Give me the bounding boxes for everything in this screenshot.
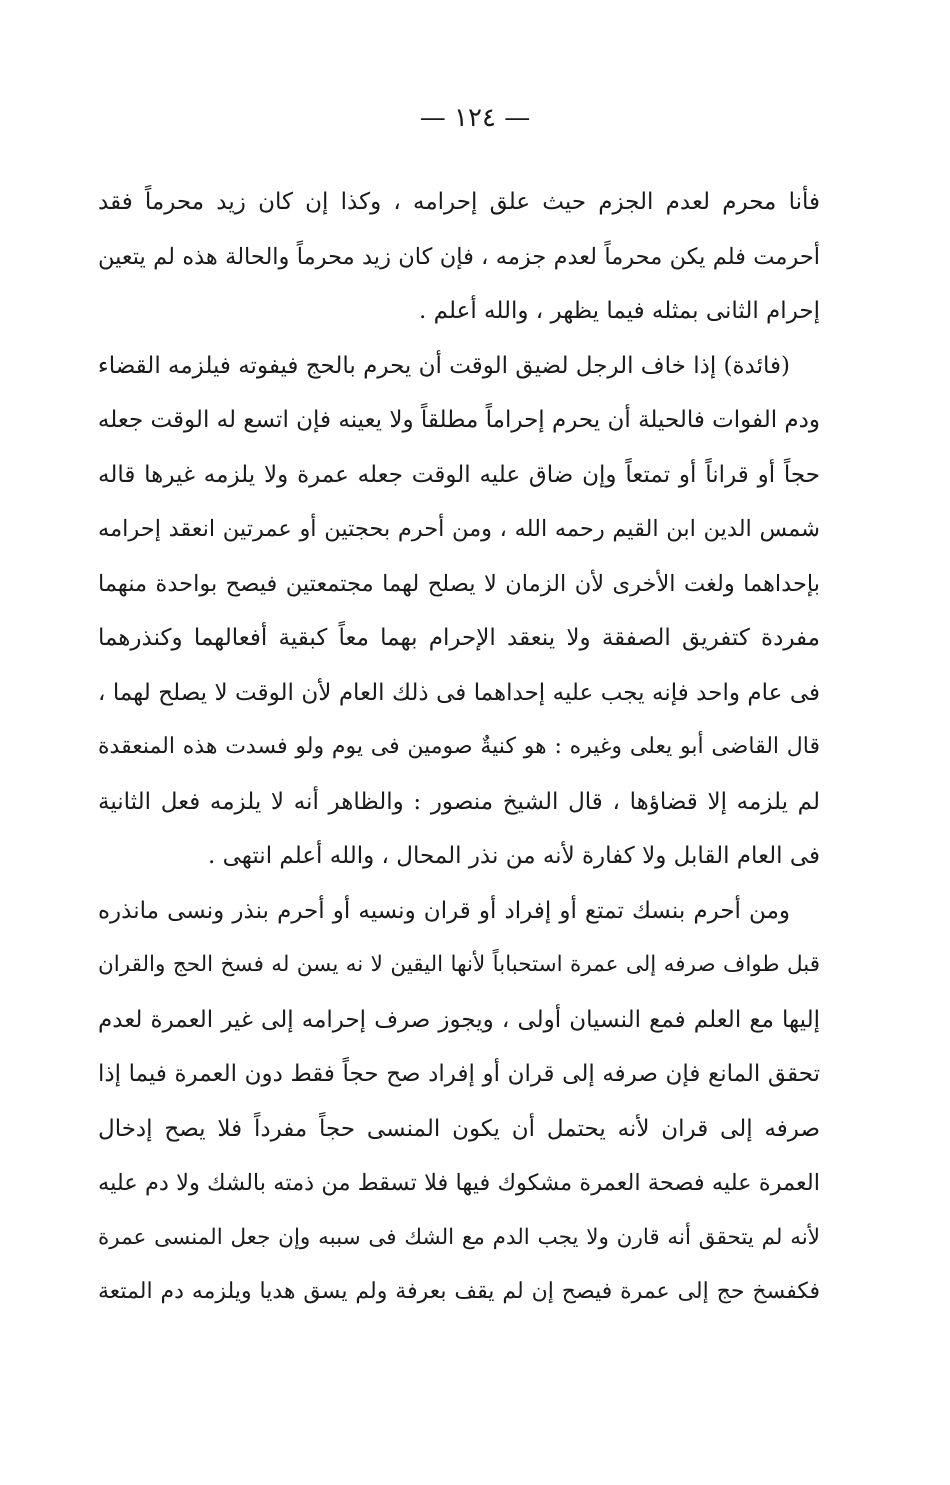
text-line: قال القاضى أبو يعلى وغيره : هو كنيةٌ صومين فى يوم ولو فسدت هذه المنعقدة — [98, 734, 820, 759]
body-text — [98, 175, 820, 1320]
text-line: ودم الفوات فالحيلة أن يحرم إحراماً مطلقاً ولا يعينه فإن اتسع له الوقت جعله — [98, 407, 820, 433]
text-line: صرفه إلى قران لأنه يحتمل أن يكون المنسى حجاً مفرداً فلا يصح إدخال — [98, 1115, 820, 1142]
text-line: لأنه لم يتحقق أنه قارن ولا يجب الدم مع الشك فى سببه وإن جعل المنسى عمرة — [98, 1224, 820, 1250]
text-line: تحقق المانع فإن صرفه إلى قران أو إفراد صح حجاً فقط دون العمرة فيما إذا — [98, 1061, 820, 1087]
text-line: مفردة كتفريق الصفقة ولا ينعقد الإحرام بهما معاً كبقية أفعالهما وكنذرهما — [98, 625, 820, 651]
text-line: أحرمت فلم يكن محرماً لعدم جزمه ، فإن كان زيد محرماً والحالة هذه لم يتعين — [98, 243, 820, 270]
paragraph-end-line: إحرام الثانى بمثله فيما يظهر ، والله أعلم . — [419, 298, 820, 324]
text-line: لم يلزمه إلا قضاؤها ، قال الشيخ منصور : والظاهر أنه لا يلزمه فعل الثانية — [98, 788, 820, 815]
paragraph-end-line: فى العام القابل ولا كفارة لأنه من نذر المحال ، والله أعلم انتهى . — [207, 843, 820, 869]
text-line: فى عام واحد فإنه يجب عليه إحداهما فى ذلك العام لأن الوقت لا يصلح لهما ، — [98, 679, 820, 706]
text-line: بإحداهما ولغت الأخرى لأن الزمان لا يصلح لهما مجتمعتين فيصح بواحدة منهما — [98, 570, 820, 597]
text-line: العمرة عليه فصحة العمرة مشكوك فيها فلا تسقط من ذمته بالشك ولا دم عليه — [98, 1170, 820, 1196]
page-number: — ١٢٤ — — [419, 103, 531, 133]
text-line: إليها مع العلم فمع النسيان أولى ، ويجوز صرف إحرامه إلى غير العمرة لعدم — [98, 1006, 820, 1033]
text-line: قبل طواف صرفه إلى عمرة استحباباً لأنها اليقين لا نه يسن له فسخ الحج والقران — [98, 952, 820, 977]
text-line: شمس الدين ابن القيم رحمه الله ، ومن أحرم بحجتين أو عمرتين انعقد إحرامه — [98, 516, 820, 542]
text-line: فكفسخ حج إلى عمرة فيصح إن لم يقف بعرفة ولم يسق هديا ويلزمه دم المتعة — [98, 1279, 820, 1304]
paragraph-start-line: (فائدة) إذا خاف الرجل لضيق الوقت أن يحرم بالحج فيفوته فيلزمه القضاء — [98, 352, 790, 379]
text-line: حجاً أو قراناً أو تمتعاً وإن ضاق عليه الوقت جعله عمرة ولا يلزمه غيرها قاله — [98, 461, 820, 488]
text-line: فأنا محرم لعدم الجزم حيث علق إحرامه ، وكذا إن كان زيد محرماً فقد — [98, 189, 820, 215]
paragraph-start-line: ومن أحرم بنسك تمتع أو إفراد أو قران ونسيه أو أحرم بنذر ونسى مانذره — [98, 897, 790, 924]
